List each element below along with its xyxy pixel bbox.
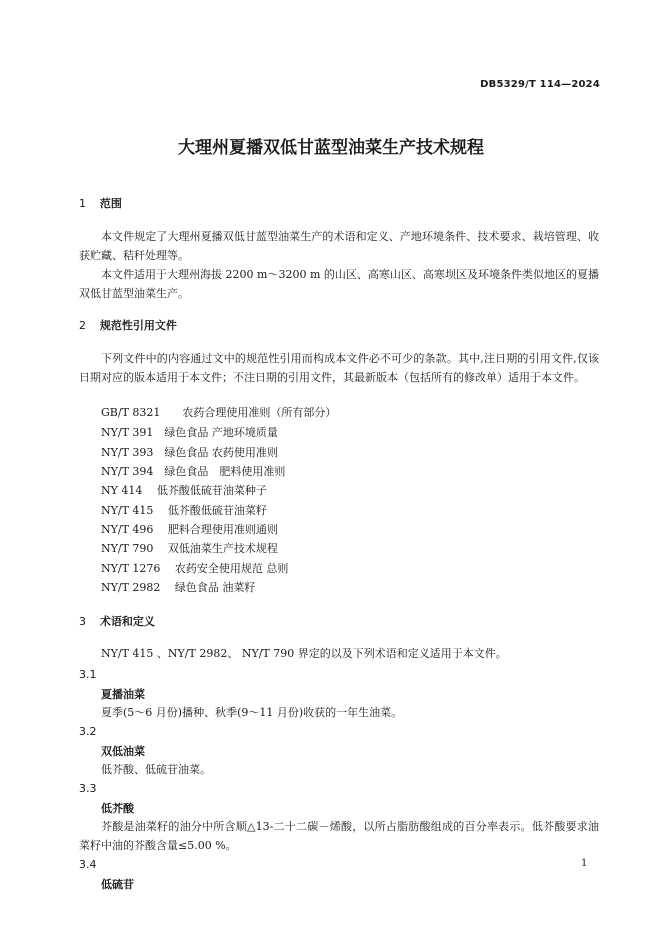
section-1-heading: [79, 195, 122, 211]
term-name: 低硫苷: [101, 878, 134, 891]
reference-item: GB/T 8321 农药合理使用准则（所有部分）: [101, 406, 337, 419]
reference-item: NY/T 496 肥料合理使用准则通则: [101, 523, 278, 536]
section-number: 3: [79, 615, 86, 628]
section-2-intro: 下列文件中的内容通过文中的规范性引用而构成本文件必不可少的条款。其中,注日期的引用文件,仅该日期对应的版本适用于本文件；不注日期的引用文件，其最新版本（包括所有的修改单）适用于本文件。: [79, 352, 599, 384]
section-title: 规范性引用文件: [99, 319, 177, 332]
section-2-heading: [79, 317, 177, 333]
reference-item: NY/T 790 双低油菜生产技术规程: [101, 542, 278, 555]
reference-item: NY 414 低芥酸低硫苷油菜种子: [101, 484, 267, 497]
section-1-paragraph-1: 本文件规定了大理州夏播双低甘蓝型油菜生产的术语和定义、产地环境条件、技术要求、栽培管理、收获贮藏、秸秆处理等。: [79, 230, 599, 262]
standard-code: DB5329/T 114—2024: [480, 79, 600, 90]
term-name: 低芥酸: [101, 802, 134, 815]
term-definition: 低芥酸、低硫苷油菜。: [101, 763, 211, 776]
term-number: 3.2: [79, 725, 97, 738]
section-number: 2: [79, 319, 86, 332]
term-name: 夏播油菜: [101, 688, 145, 701]
section-3-intro: NY/T 415 、NY/T 2982、 NY/T 790 界定的以及下列术语和定义适用于本文件。: [101, 647, 507, 660]
reference-item: NY/T 1276 农药安全使用规范 总则: [101, 562, 289, 575]
section-3-heading: [79, 613, 155, 629]
term-definition: 夏季(5～6 月份)播种、秋季(9～11 月份)收获的一年生油菜。: [101, 706, 403, 719]
reference-item: NY/T 391 绿色食品 产地环境质量: [101, 426, 278, 439]
term-number: 3.4: [79, 858, 97, 871]
section-1-paragraph-2: 本文件适用于大理州海拔 2200 m～3200 m 的山区、高寒山区、高寒坝区及环境条件类似地区的夏播双低甘蓝型油菜生产。: [79, 268, 599, 300]
section-number: 1: [79, 197, 86, 210]
section-title: 术语和定义: [99, 615, 155, 628]
term-definition: 芥酸是油菜籽的油分中所含顺△13-二十二碳－烯酸，以所占脂肪酸组成的百分率表示。低芥酸要求油菜籽中油的芥酸含量≤5.00 %。: [79, 820, 599, 852]
reference-item: NY/T 393 绿色食品 农药使用准则: [101, 446, 278, 459]
page-number: 1: [581, 858, 588, 869]
term-name: 双低油菜: [101, 745, 145, 758]
document-title: 大理州夏播双低甘蓝型油菜生产技术规程: [178, 138, 484, 158]
reference-item: NY/T 394 绿色食品 肥料使用准则: [101, 465, 286, 478]
term-number: 3.3: [79, 782, 97, 795]
term-number: 3.1: [79, 668, 97, 681]
section-title: 范围: [99, 197, 122, 210]
reference-item: NY/T 415 低芥酸低硫苷油菜籽: [101, 504, 267, 517]
reference-item: NY/T 2982 绿色食品 油菜籽: [101, 581, 256, 594]
